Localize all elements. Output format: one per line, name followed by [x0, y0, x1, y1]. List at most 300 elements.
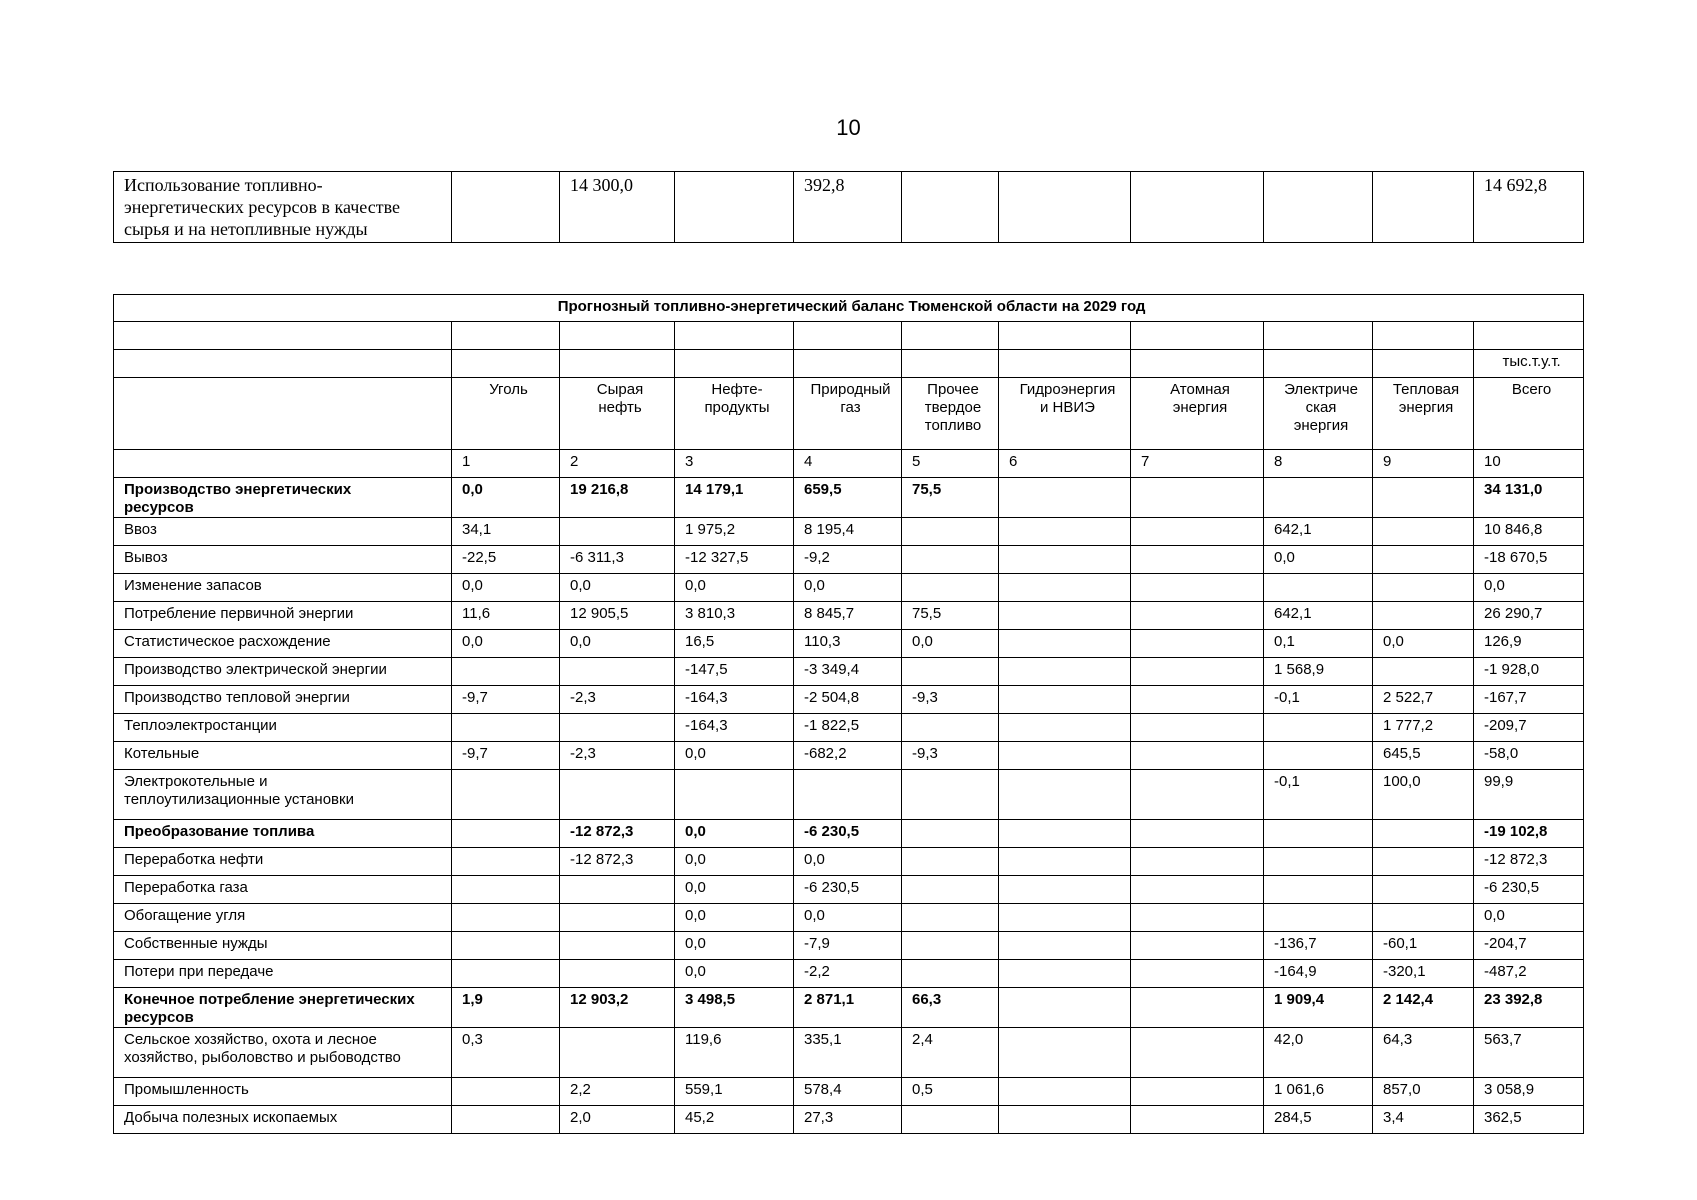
table-cell: -1 822,5 — [794, 714, 902, 742]
table-cell — [1264, 848, 1373, 876]
table-cell — [1373, 602, 1474, 630]
empty-cell — [1373, 322, 1474, 350]
row-label: Потребление первичной энергии — [114, 602, 452, 630]
column-header: Гидроэнергия и НВИЭ — [999, 378, 1131, 450]
table-cell — [452, 770, 560, 820]
table-cell: 0,0 — [675, 574, 794, 602]
table-row — [114, 876, 1584, 904]
table-cell — [675, 770, 794, 820]
table-cell — [1131, 1028, 1264, 1078]
table-cell: 3 810,3 — [675, 602, 794, 630]
table-cell: -6 230,5 — [1474, 876, 1584, 904]
table-cell — [999, 630, 1131, 658]
table-cell — [999, 714, 1131, 742]
table-cell: 11,6 — [452, 602, 560, 630]
row-label: Производство электрической энергии — [114, 658, 452, 686]
table-cell — [560, 770, 675, 820]
table-cell — [1264, 714, 1373, 742]
column-number-row — [114, 450, 1584, 478]
table-cell: -164,9 — [1264, 960, 1373, 988]
table-cell: -136,7 — [1264, 932, 1373, 960]
row-label: Электрокотельные и теплоутилизационные установки — [114, 770, 452, 820]
table-cell: 119,6 — [675, 1028, 794, 1078]
table-cell: 642,1 — [1264, 602, 1373, 630]
table-cell: 0,0 — [452, 630, 560, 658]
table-title: Прогнозный топливно-энергетический баланс Тюменской области на 2029 год — [114, 295, 1584, 322]
empty-cell — [452, 322, 560, 350]
table-cell — [1373, 904, 1474, 932]
empty-cell — [902, 322, 999, 350]
empty-cell — [675, 350, 794, 378]
table-cell — [999, 686, 1131, 714]
table-row — [114, 602, 1584, 630]
column-header: Электриче ская энергия — [1264, 378, 1373, 450]
table-cell — [560, 904, 675, 932]
table-cell — [902, 1106, 999, 1134]
table-cell — [1131, 686, 1264, 714]
table-cell: -2,3 — [560, 742, 675, 770]
table-cell — [1131, 518, 1264, 546]
column-number: 5 — [902, 450, 999, 478]
row-label: Изменение запасов — [114, 574, 452, 602]
table-cell — [1131, 742, 1264, 770]
table-cell — [902, 658, 999, 686]
table-cell: 1,9 — [452, 988, 560, 1028]
table-cell — [560, 960, 675, 988]
table-cell — [1131, 602, 1264, 630]
row-label: Преобразование топлива — [114, 820, 452, 848]
cell: 392,8 — [794, 172, 902, 243]
table-cell: 75,5 — [902, 602, 999, 630]
table-cell: 1 568,9 — [1264, 658, 1373, 686]
table-row — [114, 932, 1584, 960]
table-cell — [794, 770, 902, 820]
table-cell: -2 504,8 — [794, 686, 902, 714]
column-header: Прочее твердое топливо — [902, 378, 999, 450]
table-cell — [1373, 546, 1474, 574]
empty-cell — [452, 350, 560, 378]
empty-cell — [114, 378, 452, 450]
table-cell: 0,0 — [902, 630, 999, 658]
column-header-row — [114, 378, 1584, 450]
table-cell — [902, 546, 999, 574]
table-cell: 12 903,2 — [560, 988, 675, 1028]
table-cell: 0,0 — [452, 574, 560, 602]
table-cell: -167,7 — [1474, 686, 1584, 714]
table-cell: 10 846,8 — [1474, 518, 1584, 546]
table-cell: -6 311,3 — [560, 546, 675, 574]
table-title-row — [114, 295, 1584, 322]
table-cell: 0,0 — [794, 848, 902, 876]
table-cell — [560, 518, 675, 546]
table-cell — [999, 932, 1131, 960]
table-cell: 1 975,2 — [675, 518, 794, 546]
table-cell: -12 872,3 — [1474, 848, 1584, 876]
table-cell: -682,2 — [794, 742, 902, 770]
units-row — [114, 350, 1584, 378]
column-header: Всего — [1474, 378, 1584, 450]
table-row — [114, 848, 1584, 876]
table-cell — [452, 960, 560, 988]
table-cell — [452, 1078, 560, 1106]
column-number: 7 — [1131, 450, 1264, 478]
table-cell — [1264, 574, 1373, 602]
table-cell: 110,3 — [794, 630, 902, 658]
empty-cell — [114, 322, 452, 350]
table-cell — [999, 518, 1131, 546]
empty-cell — [114, 350, 452, 378]
table-cell — [1131, 960, 1264, 988]
table-cell: -487,2 — [1474, 960, 1584, 988]
table-cell — [560, 1028, 675, 1078]
table-cell: 34 131,0 — [1474, 478, 1584, 518]
table-cell — [560, 658, 675, 686]
table-cell: 0,0 — [452, 478, 560, 518]
cell — [452, 172, 560, 243]
table-cell: -12 872,3 — [560, 848, 675, 876]
table-row — [114, 770, 1584, 820]
table-cell: 0,3 — [452, 1028, 560, 1078]
table-row — [114, 686, 1584, 714]
row-label: Статистическое расхождение — [114, 630, 452, 658]
table-cell: 12 905,5 — [560, 602, 675, 630]
table-cell: 66,3 — [902, 988, 999, 1028]
column-header: Природный газ — [794, 378, 902, 450]
table-row — [114, 478, 1584, 518]
table-cell — [452, 848, 560, 876]
table-cell — [452, 820, 560, 848]
table-row — [114, 960, 1584, 988]
table-cell — [1131, 904, 1264, 932]
table-cell: 8 845,7 — [794, 602, 902, 630]
table-cell: -164,3 — [675, 686, 794, 714]
row-label: Собственные нужды — [114, 932, 452, 960]
table-cell — [999, 574, 1131, 602]
table-cell: 126,9 — [1474, 630, 1584, 658]
empty-cell — [999, 350, 1131, 378]
table-cell — [560, 876, 675, 904]
cell — [1373, 172, 1474, 243]
table-cell — [999, 988, 1131, 1028]
table-cell: 0,0 — [675, 876, 794, 904]
table-cell — [999, 658, 1131, 686]
table-row — [114, 988, 1584, 1028]
table-cell: -9,7 — [452, 742, 560, 770]
cell: 14 300,0 — [560, 172, 675, 243]
table-cell — [1131, 988, 1264, 1028]
table-cell: 75,5 — [902, 478, 999, 518]
table-cell: 2,2 — [560, 1078, 675, 1106]
table-cell: 2,4 — [902, 1028, 999, 1078]
column-number: 3 — [675, 450, 794, 478]
table-cell — [999, 546, 1131, 574]
table-cell — [1373, 518, 1474, 546]
table-cell — [1264, 820, 1373, 848]
empty-cell — [560, 350, 675, 378]
empty-cell — [1264, 350, 1373, 378]
table-cell: 2 522,7 — [1373, 686, 1474, 714]
row-label: Теплоэлектростанции — [114, 714, 452, 742]
empty-cell — [1131, 350, 1264, 378]
table-cell — [999, 478, 1131, 518]
empty-cell — [1264, 322, 1373, 350]
table-cell — [902, 876, 999, 904]
table-cell: 0,0 — [1373, 630, 1474, 658]
table-cell: 0,0 — [794, 574, 902, 602]
table-cell: 100,0 — [1373, 770, 1474, 820]
table-cell: 3 498,5 — [675, 988, 794, 1028]
table-cell: -2,2 — [794, 960, 902, 988]
table-cell: -12 872,3 — [560, 820, 675, 848]
row-label: Переработка газа — [114, 876, 452, 904]
row-label: Обогащение угля — [114, 904, 452, 932]
table-cell: 559,1 — [675, 1078, 794, 1106]
table-cell — [902, 932, 999, 960]
row-label: Добыча полезных ископаемых — [114, 1106, 452, 1134]
table-cell: 34,1 — [452, 518, 560, 546]
table-cell — [999, 960, 1131, 988]
table-row — [114, 1078, 1584, 1106]
table-cell: -12 327,5 — [675, 546, 794, 574]
table-cell: -1 928,0 — [1474, 658, 1584, 686]
table-cell: 45,2 — [675, 1106, 794, 1134]
table-cell: -58,0 — [1474, 742, 1584, 770]
table-cell: 0,0 — [675, 904, 794, 932]
table-cell: 16,5 — [675, 630, 794, 658]
table-cell: -9,7 — [452, 686, 560, 714]
cell — [1264, 172, 1373, 243]
table-cell: 0,0 — [675, 820, 794, 848]
empty-cell — [1474, 322, 1584, 350]
table-cell: 2,0 — [560, 1106, 675, 1134]
cell — [902, 172, 999, 243]
blank-row — [114, 322, 1584, 350]
table-cell — [560, 714, 675, 742]
table-cell — [1131, 1078, 1264, 1106]
row-label: Использование топливно- энергетических ресурсов в качестве сырья и на нетопливные нужды — [114, 172, 452, 243]
table-cell — [1264, 742, 1373, 770]
column-header: Уголь — [452, 378, 560, 450]
column-number: 10 — [1474, 450, 1584, 478]
table-cell — [902, 770, 999, 820]
column-number: 2 — [560, 450, 675, 478]
table-row — [114, 1028, 1584, 1078]
table-cell — [452, 1106, 560, 1134]
table-cell: 2 142,4 — [1373, 988, 1474, 1028]
table-cell: 99,9 — [1474, 770, 1584, 820]
table-cell — [1264, 904, 1373, 932]
table-cell: 0,0 — [560, 574, 675, 602]
column-header: Нефте- продукты — [675, 378, 794, 450]
table-cell: 0,0 — [1474, 904, 1584, 932]
table-cell: 0,0 — [675, 932, 794, 960]
table-cell — [452, 932, 560, 960]
table-cell: 0,0 — [560, 630, 675, 658]
table-cell — [902, 574, 999, 602]
table-cell — [452, 714, 560, 742]
table-cell — [1131, 876, 1264, 904]
table-cell: 642,1 — [1264, 518, 1373, 546]
table-cell: 335,1 — [794, 1028, 902, 1078]
table-cell — [1373, 478, 1474, 518]
table-cell: 14 179,1 — [675, 478, 794, 518]
cell: 14 692,8 — [1474, 172, 1584, 243]
table-cell: 0,0 — [1474, 574, 1584, 602]
table-cell: -3 349,4 — [794, 658, 902, 686]
table-cell — [452, 876, 560, 904]
empty-cell — [114, 450, 452, 478]
table-cell: 284,5 — [1264, 1106, 1373, 1134]
table-cell — [452, 904, 560, 932]
table-cell — [999, 876, 1131, 904]
row-label: Потери при передаче — [114, 960, 452, 988]
row-label: Производство тепловой энергии — [114, 686, 452, 714]
table-cell — [902, 714, 999, 742]
table-cell: 0,0 — [675, 742, 794, 770]
table-cell — [560, 932, 675, 960]
table-cell — [1373, 658, 1474, 686]
table-cell — [1131, 1106, 1264, 1134]
row-label: Ввоз — [114, 518, 452, 546]
table-cell: 0,0 — [675, 848, 794, 876]
table-cell — [1131, 658, 1264, 686]
table-cell — [1131, 630, 1264, 658]
empty-cell — [794, 350, 902, 378]
table-cell: -6 230,5 — [794, 876, 902, 904]
column-number: 4 — [794, 450, 902, 478]
table-cell: -18 670,5 — [1474, 546, 1584, 574]
table-cell — [902, 820, 999, 848]
table-cell — [1373, 848, 1474, 876]
table-cell: 27,3 — [794, 1106, 902, 1134]
table-cell — [999, 602, 1131, 630]
table-cell: 0,0 — [675, 960, 794, 988]
table-cell — [1131, 546, 1264, 574]
table-row — [114, 904, 1584, 932]
table-cell: 64,3 — [1373, 1028, 1474, 1078]
table-cell: 857,0 — [1373, 1078, 1474, 1106]
units-label: тыс.т.у.т. — [1474, 350, 1584, 378]
table-cell: -204,7 — [1474, 932, 1584, 960]
table-cell: 8 195,4 — [794, 518, 902, 546]
empty-cell — [1373, 350, 1474, 378]
table-cell: -7,9 — [794, 932, 902, 960]
table-cell: 0,0 — [1264, 546, 1373, 574]
table-cell — [1264, 876, 1373, 904]
row-label: Вывоз — [114, 546, 452, 574]
table-cell: 1 777,2 — [1373, 714, 1474, 742]
table-row — [114, 742, 1584, 770]
table-cell: 1 061,6 — [1264, 1078, 1373, 1106]
table-cell — [999, 848, 1131, 876]
page-number: 10 — [836, 115, 861, 140]
table-cell: -0,1 — [1264, 686, 1373, 714]
table-cell: -0,1 — [1264, 770, 1373, 820]
empty-cell — [1131, 322, 1264, 350]
empty-cell — [999, 322, 1131, 350]
table-cell: -19 102,8 — [1474, 820, 1584, 848]
table-cell: -9,3 — [902, 742, 999, 770]
empty-cell — [560, 322, 675, 350]
table-cell: -147,5 — [675, 658, 794, 686]
table-cell — [902, 848, 999, 876]
table-cell — [999, 770, 1131, 820]
table-cell — [1131, 848, 1264, 876]
table-cell — [1131, 932, 1264, 960]
table-cell — [999, 742, 1131, 770]
table-cell: 1 909,4 — [1264, 988, 1373, 1028]
table-cell — [1373, 574, 1474, 602]
table-cell: 563,7 — [1474, 1028, 1584, 1078]
row-label: Котельные — [114, 742, 452, 770]
table-cell: -6 230,5 — [794, 820, 902, 848]
cell — [1131, 172, 1264, 243]
table-cell: 362,5 — [1474, 1106, 1584, 1134]
table-cell: 0,1 — [1264, 630, 1373, 658]
column-header: Атомная энергия — [1131, 378, 1264, 450]
table-cell: -209,7 — [1474, 714, 1584, 742]
table-cell — [1131, 770, 1264, 820]
table-cell: -22,5 — [452, 546, 560, 574]
empty-cell — [675, 322, 794, 350]
table-cell — [902, 904, 999, 932]
column-number: 1 — [452, 450, 560, 478]
table-row — [114, 658, 1584, 686]
table-cell: 2 871,1 — [794, 988, 902, 1028]
table-cell: 23 392,8 — [1474, 988, 1584, 1028]
table-cell: 3,4 — [1373, 1106, 1474, 1134]
column-header: Тепловая энергия — [1373, 378, 1474, 450]
table-cell — [902, 960, 999, 988]
table-row — [114, 820, 1584, 848]
cell — [675, 172, 794, 243]
cell — [999, 172, 1131, 243]
table-cell: 645,5 — [1373, 742, 1474, 770]
table-row — [114, 574, 1584, 602]
table-row — [114, 630, 1584, 658]
table-cell: -164,3 — [675, 714, 794, 742]
row-label: Сельское хозяйство, охота и лесное хозяйство, рыболовство и рыбоводство — [114, 1028, 452, 1078]
table-row — [114, 546, 1584, 574]
table-cell: 0,5 — [902, 1078, 999, 1106]
column-header: Сырая нефть — [560, 378, 675, 450]
table-cell: 42,0 — [1264, 1028, 1373, 1078]
table-cell — [1264, 478, 1373, 518]
table-cell — [902, 518, 999, 546]
empty-cell — [794, 322, 902, 350]
table-row — [114, 1106, 1584, 1134]
table-cell — [999, 820, 1131, 848]
table-cell — [999, 1106, 1131, 1134]
table-cell: 578,4 — [794, 1078, 902, 1106]
table-row — [114, 714, 1584, 742]
table-cell: 19 216,8 — [560, 478, 675, 518]
table-row — [114, 518, 1584, 546]
table-cell: 0,0 — [794, 904, 902, 932]
continuation-row — [114, 172, 1584, 243]
row-label: Переработка нефти — [114, 848, 452, 876]
table-cell: 3 058,9 — [1474, 1078, 1584, 1106]
column-number: 8 — [1264, 450, 1373, 478]
table-cell — [999, 1078, 1131, 1106]
row-label: Производство энергетических ресурсов — [114, 478, 452, 518]
table-cell — [452, 658, 560, 686]
table-cell — [1131, 714, 1264, 742]
table-cell — [1131, 820, 1264, 848]
column-number: 9 — [1373, 450, 1474, 478]
energy-balance-table — [113, 294, 1584, 1134]
table-cell — [1373, 820, 1474, 848]
